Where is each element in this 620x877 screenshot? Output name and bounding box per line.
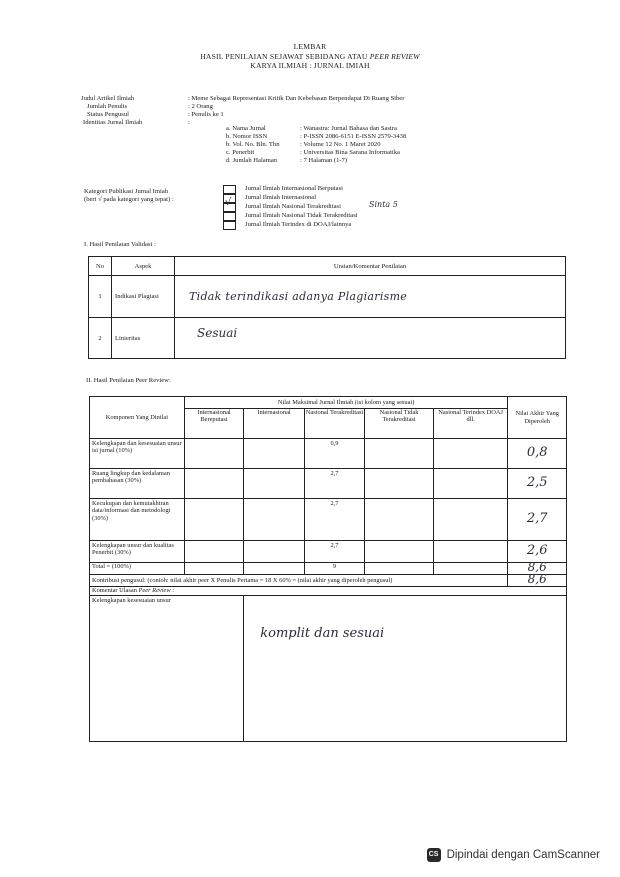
camscanner-logo-icon: CS (427, 848, 441, 862)
row-komponen: Kelengkapan unsur dan kualitas Penerbit (30%) (90, 541, 185, 563)
komentar-text-cell (244, 596, 567, 742)
section1-title: I. Hasil Penilaian Validasi : (84, 241, 156, 248)
handwritten-komentar-2: Sesuai (197, 326, 238, 340)
peer-review-table (89, 396, 567, 742)
handwritten-score: 2,6 (526, 542, 548, 558)
row-akhir (508, 469, 567, 499)
row-komentar (175, 276, 566, 318)
header-line1: LEMBAR (293, 42, 327, 51)
judul-value: : Meme Sebagai Representasi Kritik Dan Kebebasan Berpendapat Di Ruang Siber (188, 95, 405, 102)
camscanner-text: Dipindai dengan CamScanner (446, 849, 600, 861)
kategori-option-2[interactable]: √ Jurnal Ilmiah Nasional Terakreditasi Sinta 5 (225, 197, 398, 210)
kategori-label1: Kategori Publikasi Jurnal Imiah (84, 188, 169, 195)
status-label: Status Pengusul (87, 111, 129, 118)
table-row (89, 318, 566, 359)
header-line2-italic: PEER REVIEW (369, 52, 420, 61)
status-value: : Penulis ke 1 (188, 111, 224, 118)
checkbox-4[interactable] (223, 221, 236, 230)
komentar-header-row (90, 587, 567, 596)
row-komponen: Kecukupan dan kemutakhiran data/informasi dan metodologi (30%) (90, 499, 185, 541)
table-row (90, 499, 567, 541)
kategori-options (223, 185, 483, 235)
row-aspek: Indikasi Plagiasi (112, 276, 175, 318)
item-label-3: c. Penerbit (226, 149, 255, 156)
row-aspek: Linieritas (112, 318, 175, 359)
jumlah-value: : 2 Orang (188, 103, 213, 110)
kategori-option-1[interactable]: Jurnal Ilmiah Internasional (223, 194, 483, 203)
item-value-3: : Universitas Bina Sarana Informatika (300, 149, 400, 156)
header-komponen: Komponen Yang Dinilai (90, 397, 185, 439)
table-row (89, 276, 566, 318)
item-label-4: d. Jumlah Halaman (226, 157, 278, 164)
identitas-label: Identitas Jurnal Ilmiah (83, 119, 143, 126)
header-no: No (89, 257, 112, 276)
subheader-internasional-bereputasi: Internasional Bereputasi (184, 409, 243, 439)
subheader-nasional-terakreditasi: Nasional Terakreditasi (304, 409, 365, 439)
sinta-note: Sinta 5 (369, 200, 398, 209)
row-akhir (508, 499, 567, 541)
kontribusi-label: Kontribusi pengusul: (contoh: nilai akhir peer X Penulis Pertama = 18 X 60% = (nilai akhir yang diperoleh pengusul) (90, 575, 508, 587)
row-no: 1 (89, 276, 112, 318)
row-max: 0,9 (304, 439, 365, 469)
row-max: 2,7 (304, 499, 365, 541)
header-aspek: Aspek (112, 257, 175, 276)
jumlah-label: Jumlah Penulis (87, 103, 128, 110)
subheader-nasional-tidak-terakreditasi: Nasional Tidak Terakreditasi (365, 409, 434, 439)
item-label-1: b. Nomor ISSN (226, 133, 268, 140)
judul-label: Judul Artikel Ilmiah (81, 95, 135, 102)
kontribusi-row (90, 575, 567, 587)
handwritten-komentar-1: Tidak terindikasi adanya Plagiarisme (189, 290, 408, 303)
item-value-1: : P-ISSN 2086-6151 E-ISSN 2579-3438 (300, 133, 407, 140)
identitas-colon: : (188, 119, 190, 126)
total-max: 9 (304, 563, 365, 575)
camscanner-watermark (421, 846, 606, 864)
row-komentar (175, 318, 566, 359)
row-max: 2,7 (304, 541, 365, 563)
row-max: 2,7 (304, 469, 365, 499)
header-nilai-akhir: Nilai Akhir Yang Diperoleh (508, 397, 567, 439)
kategori-label2: (beri √ pada kategori yang tepat) : (84, 196, 174, 203)
total-row (90, 563, 567, 575)
kategori-option-3[interactable]: Jurnal Ilmiah Nasional Tidak Terakreditasi (223, 212, 483, 221)
row-no: 2 (89, 318, 112, 359)
checkbox-0[interactable] (223, 185, 236, 194)
handwritten-komentar-ulasan: komplit dan sesuai (260, 626, 385, 641)
item-value-0: : Wanastra: Jurnal Bahasa dan Sastra (300, 125, 397, 132)
kontribusi-value (508, 572, 567, 587)
table-row (90, 469, 567, 499)
section2-title: II. Hasil Penilaian Peer Review: (86, 377, 171, 384)
check-mark-icon: √ (225, 197, 232, 208)
header-komentar: Uraian/Komentar Penilaian (175, 257, 566, 276)
row-komponen: Ruang lingkup dan kedalaman pembahasan (30%) (90, 469, 185, 499)
item-label-2: b. Vol. No. Bln. Thn (226, 141, 280, 148)
header-line3: KARYA ILMIAH : JURNAL IMIAH (250, 61, 370, 70)
item-value-2: : Volume 12 No. 1 Maret 2020 (300, 141, 381, 148)
handwritten-total: 8,6 (527, 560, 547, 574)
handwritten-score: 0,8 (526, 444, 548, 460)
header-nilai-maksimal: Nilai Maksimal Jurnal Ilmiah (isi kolom yang sesuai) (184, 397, 508, 409)
komentar-header: Komentar Ulasan Peer Review : (90, 587, 567, 596)
row-akhir (508, 439, 567, 469)
table-row (90, 439, 567, 469)
handwritten-score: 2,7 (526, 510, 548, 526)
total-label: Total = (100%) (90, 563, 185, 575)
checkbox-3[interactable] (223, 212, 236, 221)
handwritten-kontribusi: 8,6 (527, 572, 547, 586)
item-value-4: : 7 Halaman (1-7) (300, 157, 348, 164)
item-label-0: a. Nama Jurnal (226, 125, 266, 132)
table-row (90, 541, 567, 563)
komentar-item-label: Kelengkapan kesesuaian unsur (90, 596, 244, 742)
header-line2-text: HASIL PENILAIAN SEJAWAT SEBIDANG ATAU (200, 52, 370, 61)
kategori-option-4[interactable]: Jurnal Ilmiah Terindex di DOAJ/lainnya (223, 221, 483, 230)
subheader-nasional-terindex: Nasional Terindex DOAJ dll. (433, 409, 508, 439)
subheader-internasional: Internasional (244, 409, 305, 439)
komentar-body-row (90, 596, 567, 742)
kategori-option-0[interactable]: Jurnal Ilmiah Internasional Berputasi (223, 185, 483, 194)
handwritten-score: 2,5 (526, 474, 548, 490)
row-komponen: Kelengkapan dan kesesuaian unsur isi jurnal (10%) (90, 439, 185, 469)
validasi-table (88, 256, 566, 359)
header-line2 (0, 52, 620, 61)
